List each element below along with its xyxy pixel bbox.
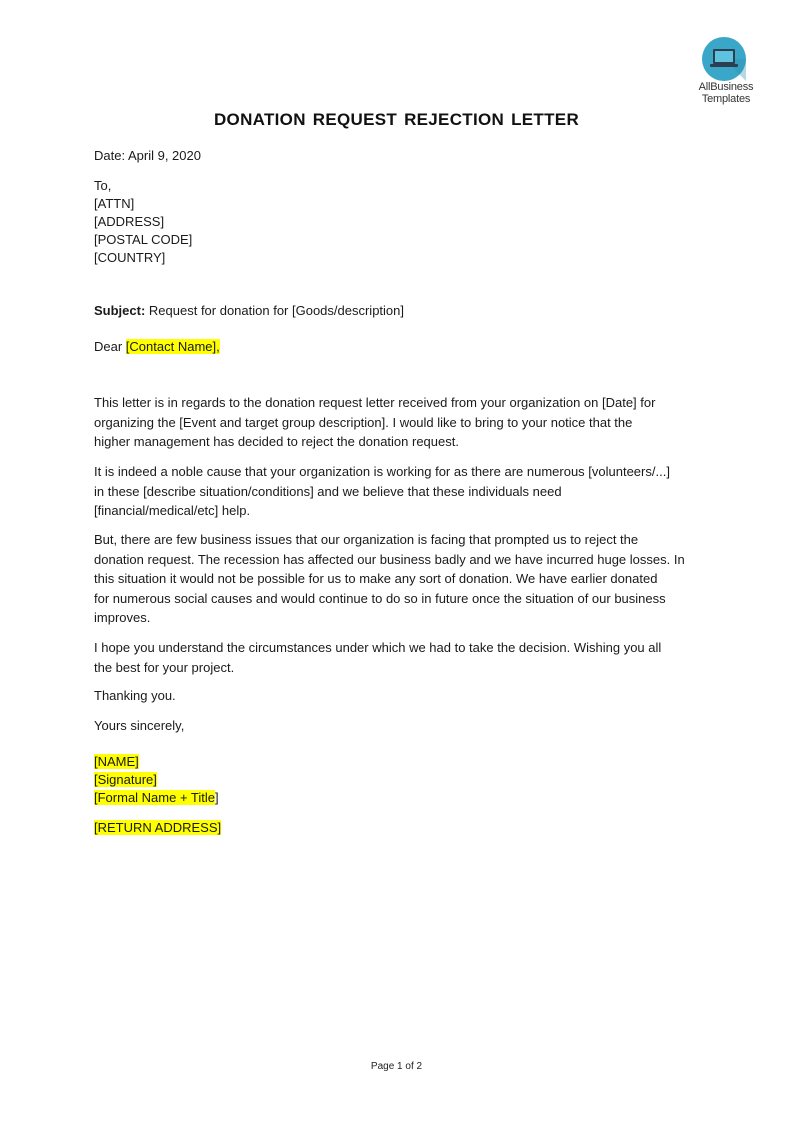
thanking-you: Thanking you. <box>94 688 176 703</box>
address-to: To, <box>94 178 112 193</box>
address-attn: [ATTN] <box>94 196 135 211</box>
recipient-address-block <box>94 177 699 267</box>
paragraph-4 <box>94 638 699 677</box>
logo-line-1: AllBusiness <box>698 81 754 93</box>
return-address <box>94 819 699 837</box>
logo-text <box>688 81 764 105</box>
signature-block <box>94 753 699 807</box>
date-line: Date: April 9, 2020 <box>94 148 201 163</box>
paragraph-line: in these [describe situation/conditions] and we believe that these individuals need <box>94 483 562 499</box>
greeting-dear: Dear <box>94 339 126 354</box>
greeting <box>94 338 699 356</box>
subject-line <box>94 302 699 320</box>
signature-placeholder: [Signature] <box>94 772 157 787</box>
paragraph-line: higher management has decided to reject the donation request. <box>94 434 459 449</box>
paragraph-line: improves. <box>94 610 151 625</box>
allbusiness-logo[interactable] <box>688 34 764 106</box>
paragraph-line: the best for your project. <box>94 659 235 675</box>
return-address-placeholder: [RETURN ADDRESS] <box>94 820 222 835</box>
paragraph-line: this situation it would not be possible for us to make any sort of donation. We have earlier donated <box>94 571 658 586</box>
logo-line-2: Templates <box>701 93 751 105</box>
address-country: [COUNTRY] <box>94 250 166 265</box>
laptop-icon <box>702 37 746 81</box>
paragraph-1 <box>94 393 699 452</box>
closing-thanks <box>94 687 699 705</box>
formal-name-placeholder: [Formal Name + Title <box>94 790 216 805</box>
paragraph-line: It is indeed a noble cause that your organization is working for as there are numerous [volunteers/...] <box>94 464 670 479</box>
closing-sincerely <box>94 717 699 735</box>
paragraph-line: This letter is in regards to the donation request letter received from your organization on [Date] for <box>94 395 656 410</box>
page-number: Page 1 of 2 <box>370 1061 423 1072</box>
yours-sincerely: Yours sincerely, <box>94 718 185 733</box>
paragraph-line: for numerous social causes and would continue to do so in future once the situation of our business <box>94 590 666 606</box>
contact-name-placeholder: [Contact Name], <box>125 339 220 354</box>
document-title: DONATION REQUEST REJECTION LETTER <box>213 110 580 129</box>
subject-text: Request for donation for [Goods/description] <box>145 303 405 318</box>
subject-label: Subject: <box>94 303 146 318</box>
paragraph-2 <box>94 462 699 521</box>
paragraph-line: donation request. The recession has affected our business badly and we have incurred huge losses. In <box>94 551 685 567</box>
address-street: [ADDRESS] <box>94 214 165 229</box>
letter-date <box>94 147 699 165</box>
formal-name-close-bracket: ] <box>215 790 219 805</box>
paragraph-3 <box>94 530 699 628</box>
paragraph-line: organizing the [Event and target group description]. I would like to bring to your notice that the <box>94 414 633 430</box>
paragraph-line: But, there are few business issues that our organization is facing that prompted us to reject the <box>94 532 639 547</box>
paragraph-line: I hope you understand the circumstances under which we had to take the decision. Wishing you all <box>94 640 662 655</box>
name-placeholder: [NAME] <box>94 754 139 769</box>
paragraph-line: [financial/medical/etc] help. <box>94 503 251 518</box>
address-postal-code: [POSTAL CODE] <box>94 232 193 247</box>
